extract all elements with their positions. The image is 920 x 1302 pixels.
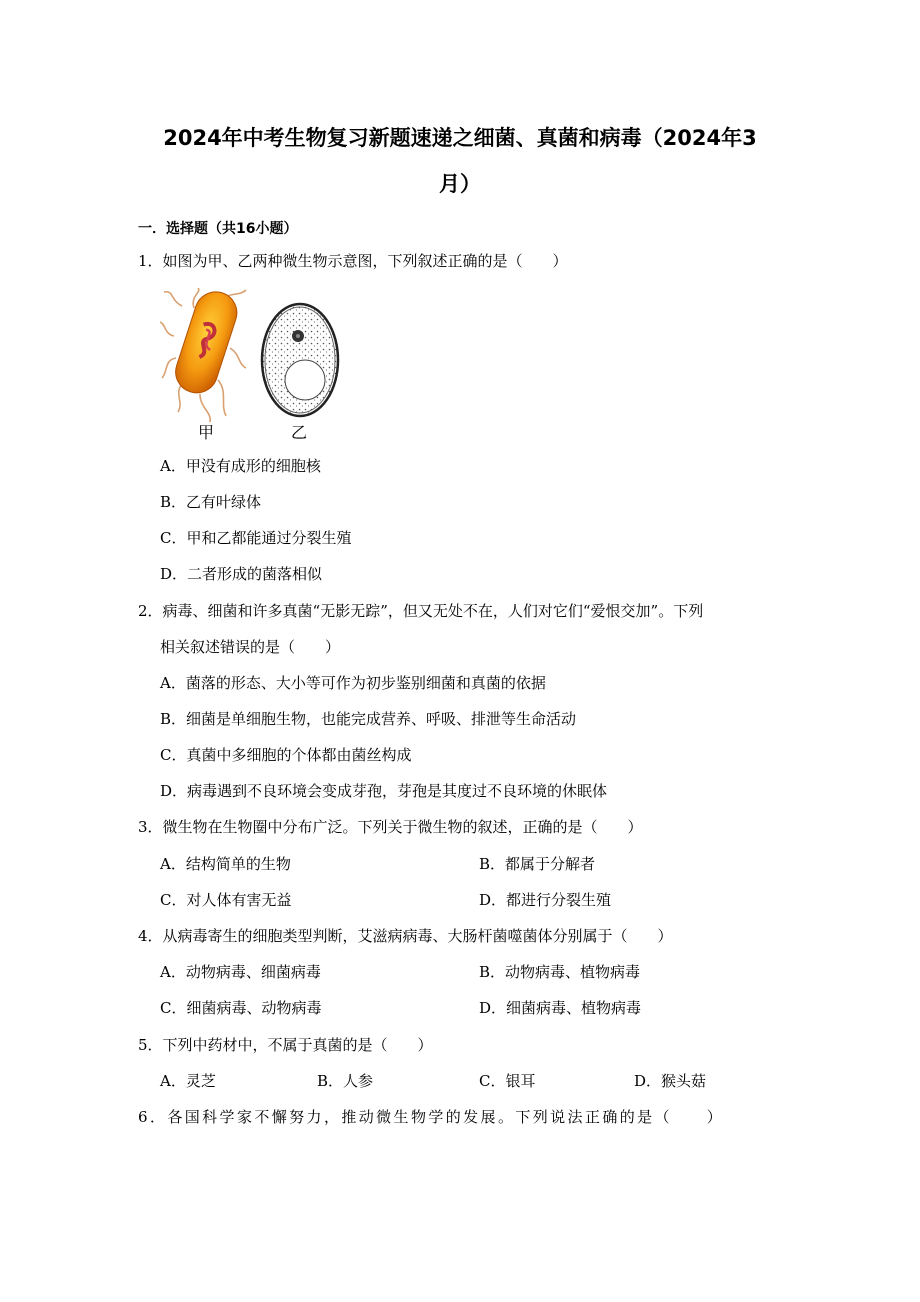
option-3c: C．对人体有害无益 (160, 891, 292, 909)
option-4b: B．动物病毒、植物病毒 (479, 963, 641, 981)
option-2c: C．真菌中多细胞的个体都由菌丝构成 (160, 746, 412, 764)
figure-label-a: 甲 (198, 423, 215, 442)
question-number: 3． (138, 818, 163, 836)
question-2-continued: 相关叙述错误的是（ ） (160, 638, 341, 656)
question-stem: 各国科学家不懈努力，推动微生物学的发展。下列说法正确的是（ ） (167, 1108, 725, 1126)
question-number: 2． (138, 602, 163, 620)
option-4a: A．动物病毒、细菌病毒 (160, 963, 321, 981)
option-4d: D．细菌病毒、植物病毒 (479, 999, 642, 1017)
option-3b: B．都属于分解者 (479, 855, 596, 873)
question-5 (138, 1038, 433, 1053)
option-2d: D．病毒遇到不良环境会变成芽孢，芽孢是其度过不良环境的休眠体 (160, 782, 608, 800)
figure-label-b: 乙 (291, 423, 308, 442)
microorganism-figure (160, 288, 350, 443)
option-2a: A．菌落的形态、大小等可作为初步鉴别细菌和真菌的依据 (160, 674, 546, 692)
question-1 (138, 254, 568, 269)
option-1a: A．甲没有成形的细胞核 (160, 457, 321, 475)
option-4c: C．细菌病毒、动物病毒 (160, 999, 322, 1017)
section-heading: 一．选择题（共16小题） (138, 221, 298, 237)
document-title-line-2: 月） (439, 172, 481, 196)
bacterium-body (170, 288, 242, 398)
option-5d: D．猴头菇 (634, 1072, 707, 1090)
option-3a: A．结构简单的生物 (160, 855, 291, 873)
question-2 (138, 604, 703, 619)
yeast-cell (262, 304, 338, 416)
question-stem: 病毒、细菌和许多真菌“无影无踪”，但又无处不在，人们对它们“爱恨交加”。下列 (162, 602, 704, 620)
option-2b: B．细菌是单细胞生物，也能完成营养、呼吸、排泄等生命活动 (160, 710, 577, 728)
question-number: 5． (138, 1036, 163, 1054)
question-number: 1． (138, 252, 163, 270)
question-4 (138, 929, 673, 944)
option-5a: A．灵芝 (160, 1072, 216, 1090)
option-5b: B．人参 (317, 1072, 374, 1090)
option-1c: C．甲和乙都能通过分裂生殖 (160, 529, 352, 547)
question-number: 4． (138, 927, 163, 945)
option-5c: C．银耳 (479, 1072, 536, 1090)
question-number: 6． (138, 1108, 168, 1126)
option-1d: D．二者形成的菌落相似 (160, 565, 323, 583)
option-3d: D．都进行分裂生殖 (479, 891, 612, 909)
bacteria-yeast-illustration (160, 288, 350, 443)
question-3 (138, 820, 643, 835)
question-stem: 微生物在生物圈中分布广泛。下列关于微生物的叙述，正确的是（ ） (162, 818, 643, 836)
option-1b: B．乙有叶绿体 (160, 493, 262, 511)
question-stem: 如图为甲、乙两种微生物示意图，下列叙述正确的是（ ） (162, 252, 568, 270)
question-stem: 下列中药材中，不属于真菌的是（ ） (162, 1036, 433, 1054)
question-6 (138, 1110, 724, 1125)
document-title-line-1: 2024年中考生物复习新题速递之细菌、真菌和病毒（2024年3 (163, 126, 757, 150)
question-stem: 从病毒寄生的细胞类型判断，艾滋病病毒、大肠杆菌噬菌体分别属于（ ） (162, 927, 673, 945)
